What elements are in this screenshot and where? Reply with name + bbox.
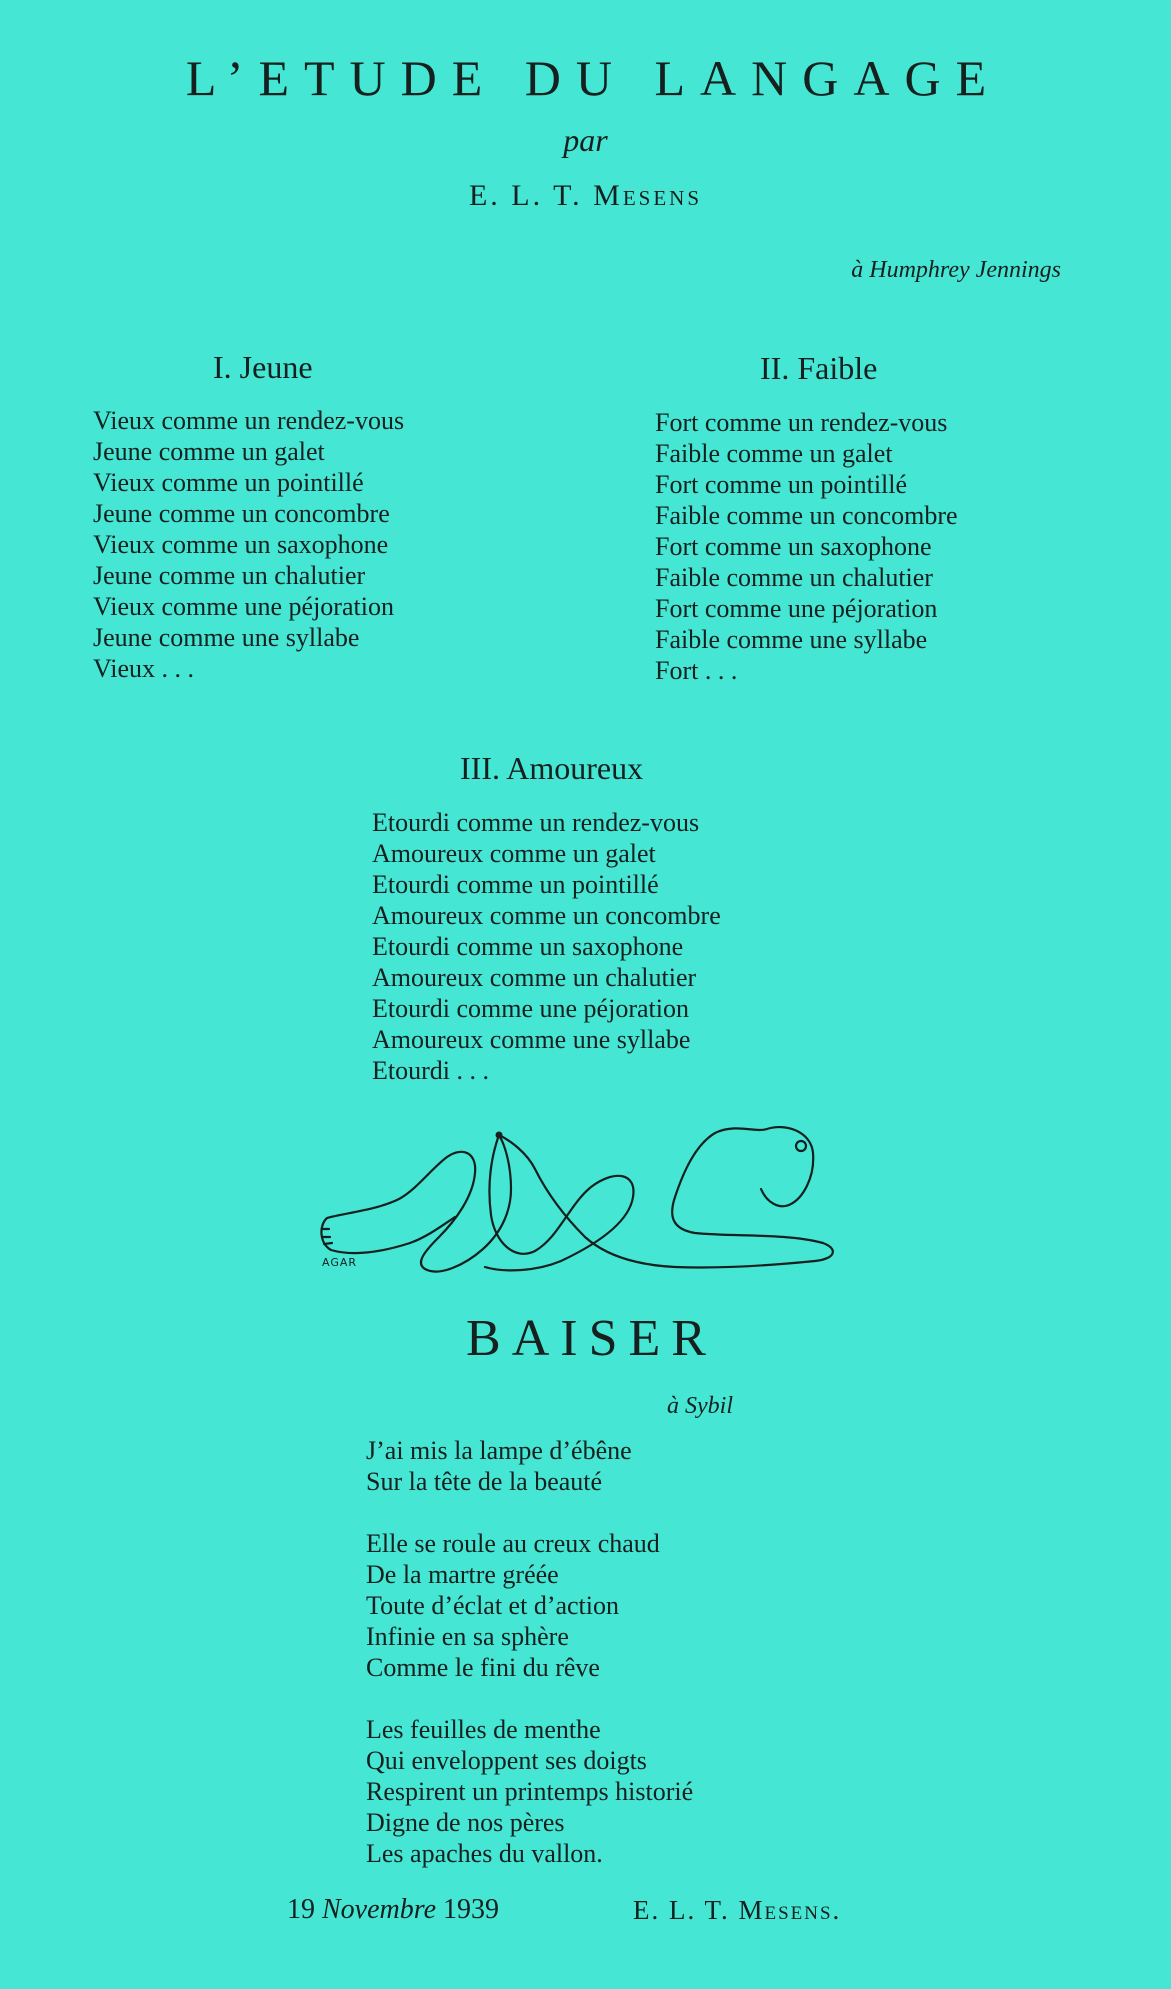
verse-line: Fort comme une péjoration [655, 594, 938, 623]
verse-line: Digne de nos pères [366, 1808, 565, 1837]
stanza-break [366, 1497, 693, 1528]
verse-line: Vieux comme un pointillé [93, 468, 364, 497]
verse-line: Vieux comme un saxophone [93, 530, 389, 559]
section-faible-verse [655, 407, 958, 686]
verse-line: Vieux comme une péjoration [93, 592, 394, 621]
verse-line: Amoureux comme un galet [372, 839, 656, 868]
verse-line: Fort comme un saxophone [655, 532, 932, 561]
section-title-faible: II. Faible [760, 350, 878, 386]
verse-line: Sur la tête de la beauté [366, 1467, 603, 1496]
verse-line: Fort comme un pointillé [655, 470, 908, 499]
verse-line: Jeune comme un galet [93, 437, 325, 466]
baiser-title: BAISER [466, 1310, 717, 1367]
verse-line: Etourdi comme un rendez-vous [372, 808, 700, 837]
figure-eye [796, 1141, 806, 1151]
verse-line: Etourdi comme un saxophone [372, 932, 684, 961]
verse-line: Elle se roule au creux chaud [366, 1529, 660, 1558]
verse-line: J’ai mis la lampe d’ébêne [366, 1436, 632, 1465]
verse-line: Amoureux comme une syllabe [372, 1025, 691, 1054]
byline-par: par [563, 122, 608, 158]
verse-line: Etourdi . . . [372, 1056, 489, 1085]
baiser-verse [366, 1435, 693, 1869]
verse-line: Faible comme un chalutier [655, 563, 933, 592]
footer-day: 19 [287, 1894, 315, 1925]
verse-line: Qui enveloppent ses doigts [366, 1746, 647, 1775]
verse-line: Faible comme un concombre [655, 501, 958, 530]
drawing-signature: AGAR [322, 1256, 358, 1269]
poem-title: L’ETUDE DU LANGAGE [185, 50, 1002, 106]
section-amoureux-verse [372, 807, 721, 1086]
verse-line: Infinie en sa sphère [366, 1622, 569, 1651]
verse-line: De la martre gréée [366, 1560, 559, 1589]
verse-line: Les feuilles de menthe [366, 1715, 601, 1744]
verse-line: Fort . . . [655, 656, 738, 685]
verse-line: Vieux comme un rendez-vous [93, 406, 405, 435]
verse-line: Respirent un printemps historié [366, 1777, 694, 1806]
verse-line: Les apaches du vallon. [366, 1839, 603, 1868]
footer-signature: E. L. T. Mesens. [633, 1895, 842, 1925]
stanza-break [366, 1683, 693, 1714]
verse-line: Jeune comme une syllabe [93, 623, 360, 652]
footer-year: 1939 [443, 1894, 500, 1925]
verse-line: Comme le fini du rêve [366, 1653, 600, 1682]
author-name: E. L. T. Mesens [468, 179, 703, 212]
verse-line: Amoureux comme un chalutier [372, 963, 697, 992]
section-title-amoureux: III. Amoureux [460, 750, 644, 786]
footer-month: Novembre [322, 1894, 437, 1925]
verse-line: Faible comme une syllabe [655, 625, 928, 654]
figure-head-dot [496, 1132, 503, 1139]
section-jeune-verse [93, 405, 404, 684]
figure-leg-lower [321, 1217, 455, 1253]
verse-line: Etourdi comme un pointillé [372, 870, 659, 899]
verse-line: Etourdi comme une péjoration [372, 994, 689, 1023]
section-title-jeune: I. Jeune [213, 349, 313, 385]
verse-line: Jeune comme un chalutier [93, 561, 366, 590]
figure-leg-upper [327, 1135, 511, 1272]
baiser-dedication: à Sybil [667, 1393, 733, 1419]
verse-line: Amoureux comme un concombre [372, 901, 721, 930]
verse-line: Jeune comme un concombre [93, 499, 390, 528]
verse-line: Faible comme un galet [655, 439, 893, 468]
footer-date [287, 1892, 499, 1928]
verse-line: Vieux . . . [93, 654, 194, 683]
dedication: à Humphrey Jennings [851, 257, 1061, 283]
verse-line: Toute d’éclat et d’action [366, 1591, 620, 1620]
verse-line: Fort comme un rendez-vous [655, 408, 948, 437]
reclining-figure-drawing [315, 1125, 845, 1275]
figure-back-and-head [499, 1127, 833, 1267]
